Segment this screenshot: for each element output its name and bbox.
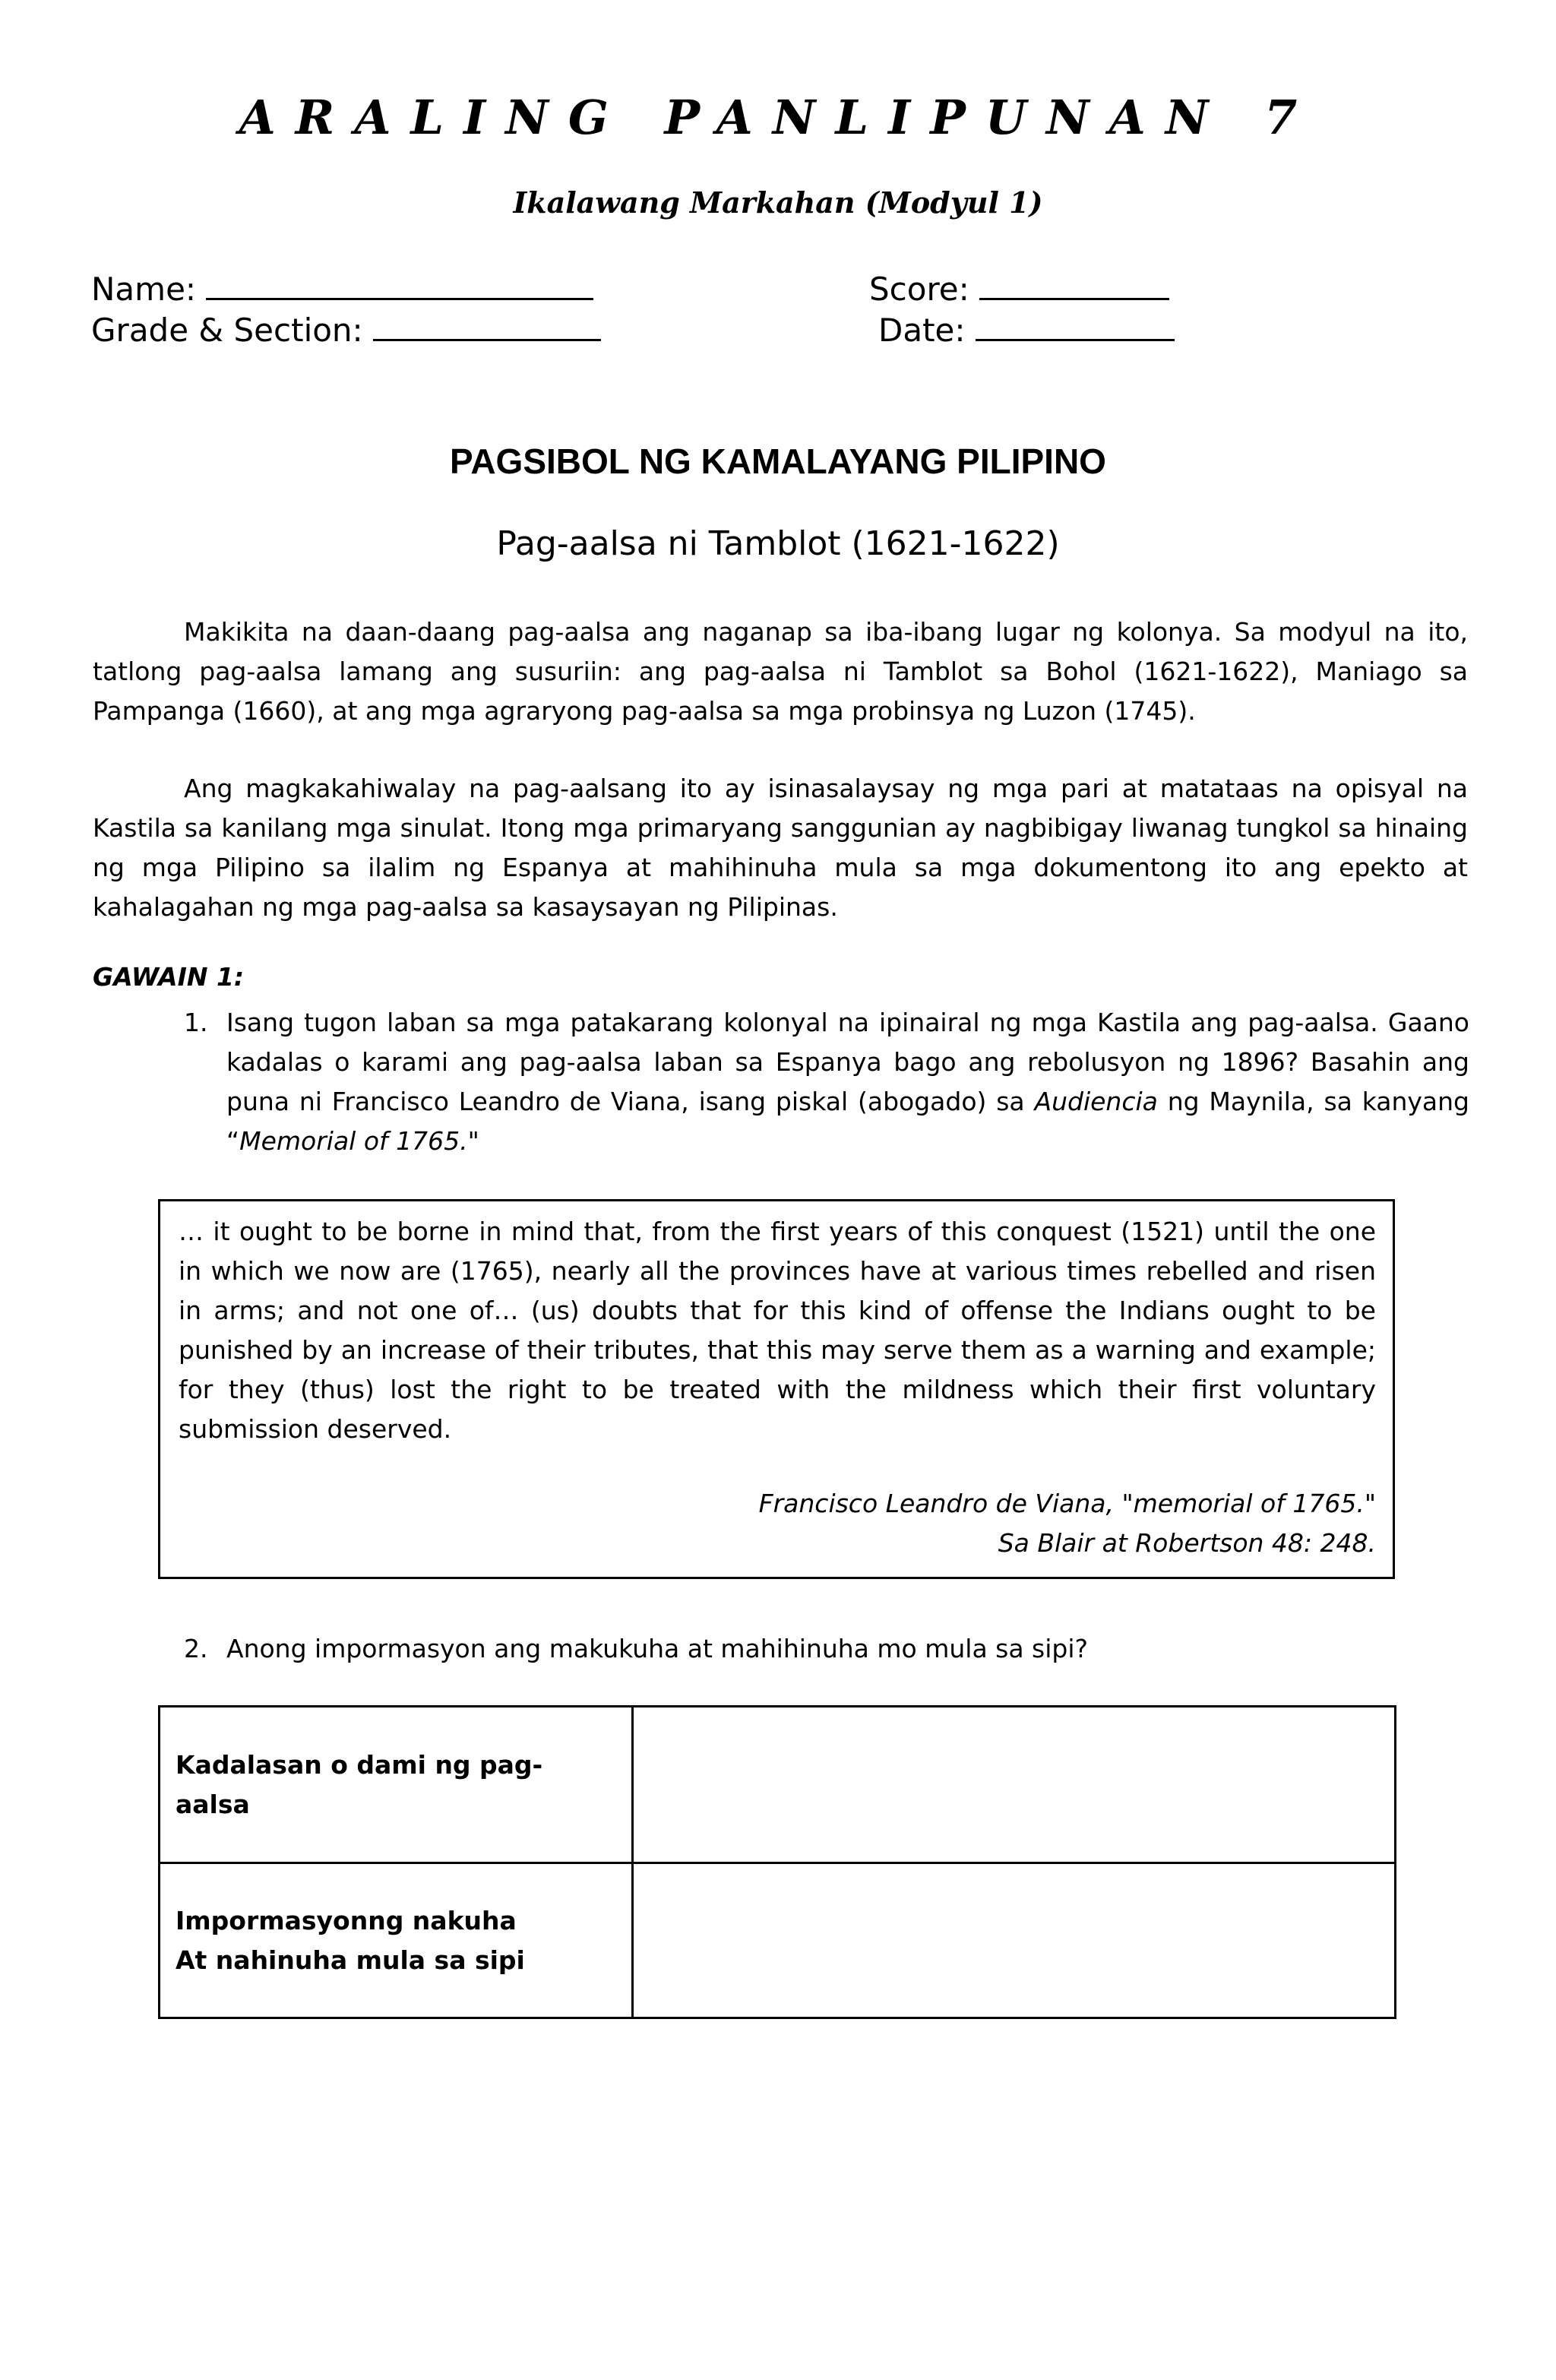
score-label: Score: bbox=[869, 271, 969, 308]
item-1-number: 1. bbox=[184, 1008, 208, 1037]
date-blank[interactable] bbox=[976, 316, 1175, 341]
row-2-label: Impormasyonng nakuha At nahinuha mula sa sipi bbox=[160, 1863, 633, 2018]
table-row bbox=[160, 1863, 1396, 2018]
grade-section-blank[interactable] bbox=[373, 316, 601, 341]
quote-box bbox=[158, 1199, 1395, 1579]
quote-text: … it ought to be borne in mind that, from the first years of this conquest (1521) until the one in which we now are (1765), nearly all the provinces have at various times rebelled and risen in arms; and not one of… (us) doubts that for this kind of offense the Indians ought to be punished by an increase of their tributes, that this may serve them as a warning and example; for they (thus) lost the right to be treated with the mildness which their first voluntary submission deserved. bbox=[179, 1217, 1376, 1444]
row-1-answer-cell[interactable] bbox=[633, 1707, 1396, 1863]
score-blank[interactable] bbox=[979, 275, 1169, 300]
score-field bbox=[869, 271, 1169, 308]
audiencia-term: Audiencia bbox=[1034, 1087, 1158, 1116]
item-1-text: Isang tugon laban sa mga patakarang kolonyal na ipinairal ng mga Kastila ang pag-aalsa. Gaano kadalas o karami ang pag-aalsa laban sa Espanya bago ang rebolusyon ng 1896? Basahin ang puna ni Francisco Leandro de Viana, isang piskal (abogado) sa Audiencia ng Maynila, sa kanyang “Memorial of 1765." bbox=[226, 1008, 1469, 1156]
item-2-number: 2. bbox=[184, 1634, 208, 1663]
intro-paragraph: Makikita na daan-daang pag-aalsa ang naganap sa iba-ibang lugar ng kolonya. Sa modyul na ito, tatlong pag-aalsa lamang ang susuriin: ang pag-aalsa ni Tamblot sa Bohol (1621-1622), Maniago sa Pampanga (1660), at ang mga agraryong pag-aalsa sa mga probinsya ng Luzon (1745). bbox=[93, 617, 1468, 726]
row-1-label: Kadalasan o dami ng pag-aalsa bbox=[160, 1707, 633, 1863]
item-2-text: Anong impormasyon ang makukuha at mahihinuha mo mula sa sipi? bbox=[226, 1634, 1089, 1663]
activity-label: GAWAIN 1: bbox=[93, 962, 245, 992]
activity-item-2 bbox=[184, 1629, 1469, 1672]
quote-citation-author: Francisco Leandro de Viana, "memorial of 1765." bbox=[758, 1489, 1376, 1518]
date-label: Date: bbox=[878, 312, 966, 349]
row-2-answer-cell[interactable] bbox=[633, 1863, 1396, 2018]
context-paragraph: Ang magkakahiwalay na pag-aalsang ito ay isinasalaysay ng mga pari at matataas na opisyal na Kastila sa kanilang mga sinulat. Itong mga primaryang sanggunian ay nagbibigay liwanag tungkol sa hinaing ng mga Pilipino sa ilalim ng Espanya at mahihinuha mula sa mga dokumentong ito ang epekto at kahalagahan ng mga pag-aalsa sa kasaysayan ng Pilipinas. bbox=[93, 774, 1468, 922]
answer-table bbox=[158, 1705, 1396, 2019]
worksheet-title: ARALING PANLIPUNAN 7 bbox=[239, 90, 1317, 145]
grade-section-label: Grade & Section: bbox=[91, 312, 363, 349]
activity-item-1 bbox=[184, 1003, 1469, 1163]
table-row bbox=[160, 1707, 1396, 1863]
quote-citation-source: Sa Blair at Robertson 48: 248. bbox=[998, 1528, 1376, 1558]
lesson-heading: PAGSIBOL NG KAMALAYANG PILIPINO bbox=[450, 442, 1106, 481]
date-field bbox=[878, 312, 1175, 349]
memorial-title: Memorial of 1765. bbox=[239, 1126, 468, 1156]
lesson-subheading: Pag-aalsa ni Tamblot (1621-1622) bbox=[496, 524, 1060, 563]
name-blank[interactable] bbox=[206, 275, 593, 300]
name-field bbox=[91, 271, 593, 308]
worksheet-subtitle: Ikalawang Markahan (Modyul 1) bbox=[513, 185, 1043, 220]
grade-section-field bbox=[91, 312, 601, 349]
name-label: Name: bbox=[91, 271, 197, 308]
